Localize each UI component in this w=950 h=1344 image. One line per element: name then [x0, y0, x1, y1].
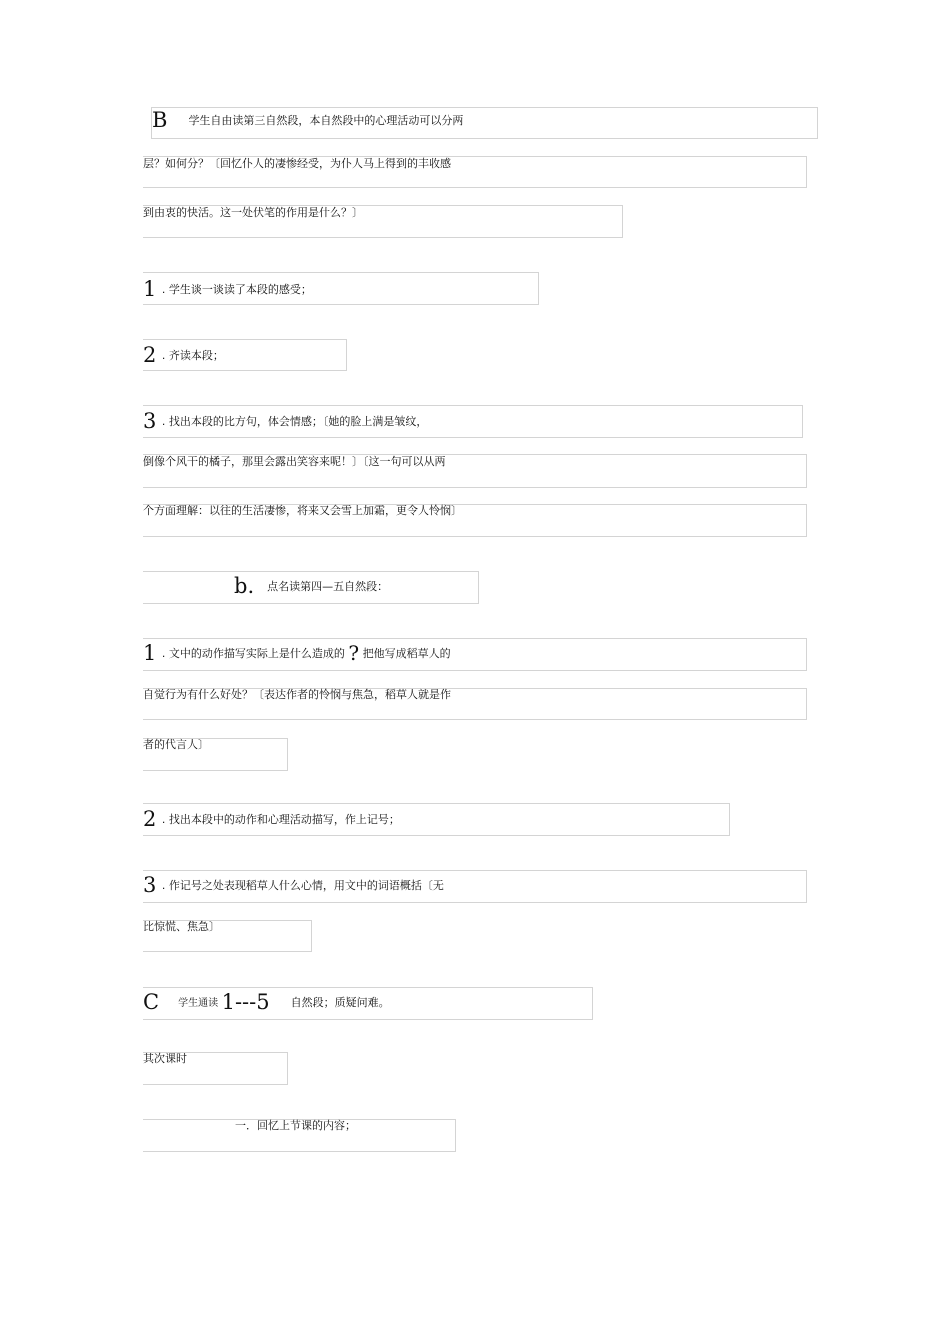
item-text: . 找出本段中的动作和心理活动描写，作上记号；: [161, 813, 400, 826]
item-1-continuation-1: 自觉行为有什么好处？〔表达作者的怜悯与焦急，稻草人就是作: [143, 688, 451, 701]
item-3-continuation-1: 倒像个风干的橘子，那里会露出笑容来呢！〕〔这一句可以从两: [143, 455, 446, 468]
section-b2-text: 点名读第四—五自然段：: [267, 580, 389, 593]
section-c-range: 1---5: [221, 990, 270, 1014]
item-number: 1: [143, 277, 157, 301]
item-number: 1: [143, 641, 157, 665]
item-text: . 作记号之处表现稻草人什么心情，用文中的词语概括〔无: [161, 879, 444, 892]
item-number: 2: [143, 343, 157, 367]
section-c-line: [143, 990, 390, 1014]
section-marker-b2: b.: [234, 574, 255, 598]
item-1-continuation-2: 者的代言人〕: [143, 738, 209, 751]
section-b-line-2: 层？如何分？〔回忆仆人的凄惨经受，为仆人马上得到的丰收感: [143, 157, 451, 170]
list-item: [143, 277, 312, 301]
item-text-continued: 把他写成稻草人的: [362, 647, 451, 660]
section-b-line-3: 到由衷的快活。这一处伏笔的作用是什么？〕: [143, 206, 363, 219]
list-item: [143, 409, 428, 433]
paragraph-text: 学生自由读第三自然段，本自然段中的心理活动可以分两: [188, 114, 464, 127]
second-lesson-heading: 其次课时: [143, 1052, 187, 1065]
section-c-text-1: 学生通读: [178, 998, 219, 1009]
item-text: . 齐读本段；: [161, 349, 224, 362]
question-mark: ?: [348, 641, 360, 665]
section-marker-c: C: [143, 990, 160, 1014]
item-number: 2: [143, 807, 157, 831]
section-c-text-2: 自然段；质疑问难。: [290, 996, 390, 1009]
item-number: 3: [143, 873, 157, 897]
item-3-continuation-2: 个方面理解：以往的生活凄惨，将来又会雪上加霜，更令人怜悯〕: [143, 504, 462, 517]
section-marker-b: B: [152, 108, 168, 132]
item-text: . 学生谈一谈读了本段的感受；: [161, 283, 312, 296]
item-text: . 文中的动作描写实际上是什么造成的: [161, 647, 345, 660]
review-item: 一．回忆上节课的内容；: [235, 1119, 356, 1132]
list-item: [143, 873, 444, 897]
section-b-line-1: [152, 108, 464, 132]
list-item: [143, 343, 224, 367]
item-text: . 找出本段的比方句，体会情感；〔她的脸上满是皱纹，: [161, 415, 428, 428]
item-number: 3: [143, 409, 157, 433]
item-3-continuation: 比惊慌、焦急〕: [143, 920, 220, 933]
list-item: [143, 641, 451, 665]
list-item: [143, 807, 400, 831]
section-b2-heading: [234, 574, 389, 598]
